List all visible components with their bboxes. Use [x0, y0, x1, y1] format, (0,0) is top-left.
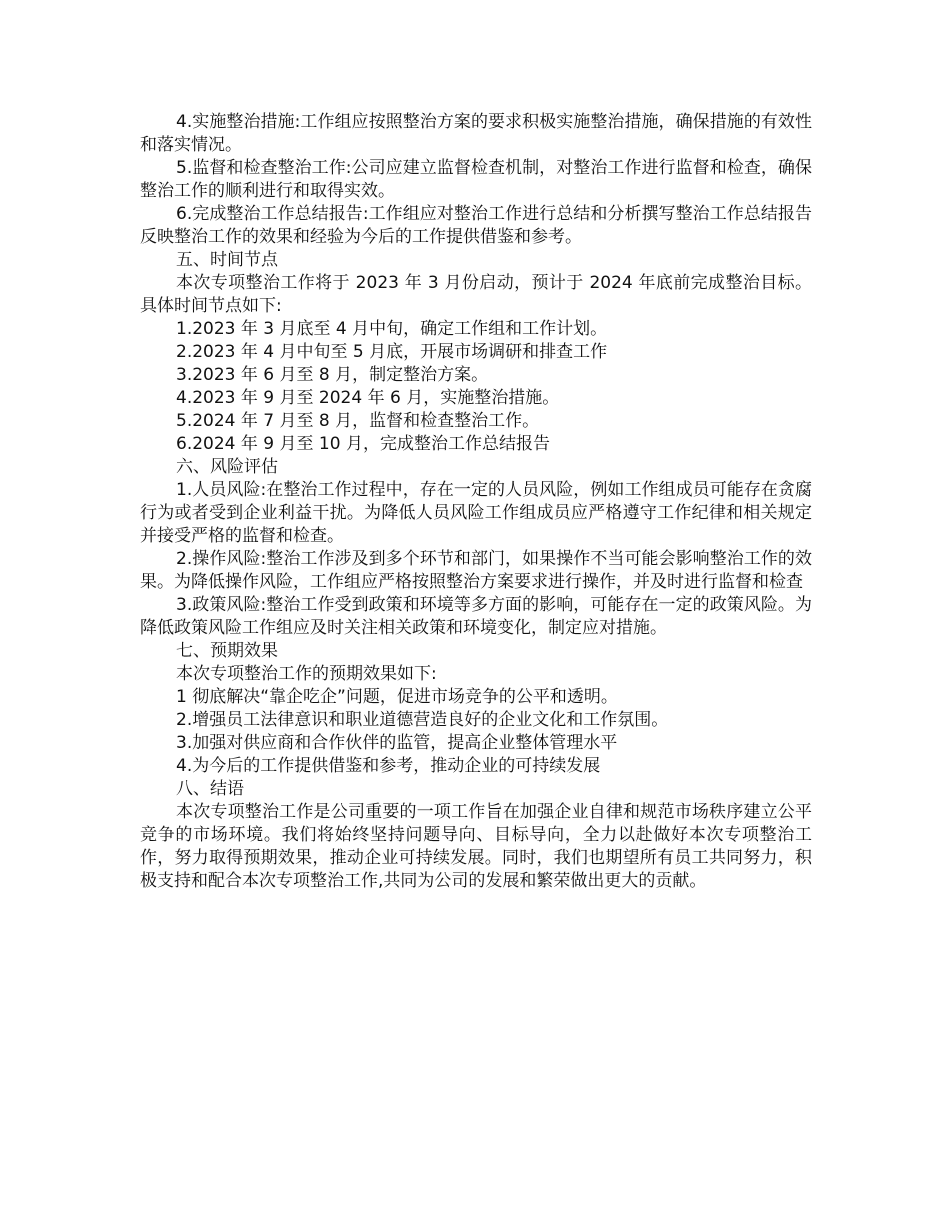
risk-item-personnel: 1.人员风险:在整治工作过程中，存在一定的人员风险，例如工作组成员可能存在贪腐行为或者受到企业利益干扰。为降低人员风险工作组成员应严格遵守工作纪律和相关规定并接受严格的监督和检查。	[140, 480, 812, 546]
effect-item-1: 1 彻底解决“靠企吃企”问题，促进市场竞争的公平和透明。	[176, 687, 618, 707]
timeline-item-6: 6.2024 年 9 月至 10 月，完成整治工作总结报告	[176, 434, 550, 454]
timeline-item-1: 1.2023 年 3 月底至 4 月中旬，确定工作组和工作计划。	[176, 319, 608, 339]
paragraph-step-6: 6.完成整治工作总结报告:工作组应对整治工作进行总结和分析撰写整治工作总结报告反映整治工作的效果和经验为今后的工作提供借鉴和参考。	[140, 204, 812, 247]
risk-item-operation: 2.操作风险:整治工作涉及到多个环节和部门，如果操作不当可能会影响整治工作的效果。为降低操作风险，工作组应严格按照整治方案要求进行操作，并及时进行监督和检查	[140, 549, 812, 592]
timeline-item-5: 5.2024 年 7 月至 8 月，监督和检查整治工作。	[176, 411, 540, 431]
paragraph-effects-intro: 本次专项整治工作的预期效果如下:	[176, 664, 437, 684]
section-heading-timeline: 五、时间节点	[176, 250, 278, 270]
effect-item-2: 2.增强员工法律意识和职业道德营造良好的企业文化和工作氛围。	[176, 710, 669, 730]
effect-item-3: 3.加强对供应商和合作伙伴的监管，提高企业整体管理水平	[176, 733, 618, 753]
timeline-item-4: 4.2023 年 9 月至 2024 年 6 月，实施整治措施。	[176, 388, 560, 408]
risk-item-policy: 3.政策风险:整治工作受到政策和环境等多方面的影响，可能存在一定的政策风险。为降低政策风险工作组应及时关注相关政策和环境变化，制定应对措施。	[140, 595, 812, 638]
timeline-item-3: 3.2023 年 6 月至 8 月，制定整治方案。	[176, 365, 489, 385]
paragraph-step-5: 5.监督和检查整治工作:公司应建立监督检查机制，对整治工作进行监督和检查，确保整治工作的顺利进行和取得实效。	[140, 158, 812, 201]
section-heading-risk: 六、风险评估	[176, 457, 278, 477]
section-heading-expected-effects: 七、预期效果	[176, 641, 278, 661]
paragraph-conclusion: 本次专项整治工作是公司重要的一项工作旨在加强企业自律和规范市场秩序建立公平竞争的市场环境。我们将始终坚持问题导向、目标导向，全力以赴做好本次专项整治工作，努力取得预期效果，推动企业可持续发展。同时，我们也期望所有员工共同努力，积极支持和配合本次专项整治工作,共同为公司的发展和繁荣做出更大的贡献。	[140, 802, 812, 891]
paragraph-timeline-intro: 本次专项整治工作将于 2023 年 3 月份启动，预计于 2024 年底前完成整治目标。具体时间节点如下:	[140, 273, 812, 316]
document-body	[140, 111, 812, 893]
paragraph-step-4: 4.实施整治措施:工作组应按照整治方案的要求积极实施整治措施，确保措施的有效性和落实情况。	[140, 112, 812, 155]
timeline-item-2: 2.2023 年 4 月中旬至 5 月底，开展市场调研和排查工作	[176, 342, 608, 362]
effect-item-4: 4.为今后的工作提供借鉴和参考，推动企业的可持续发展	[176, 756, 601, 776]
section-heading-conclusion: 八、结语	[176, 779, 244, 799]
